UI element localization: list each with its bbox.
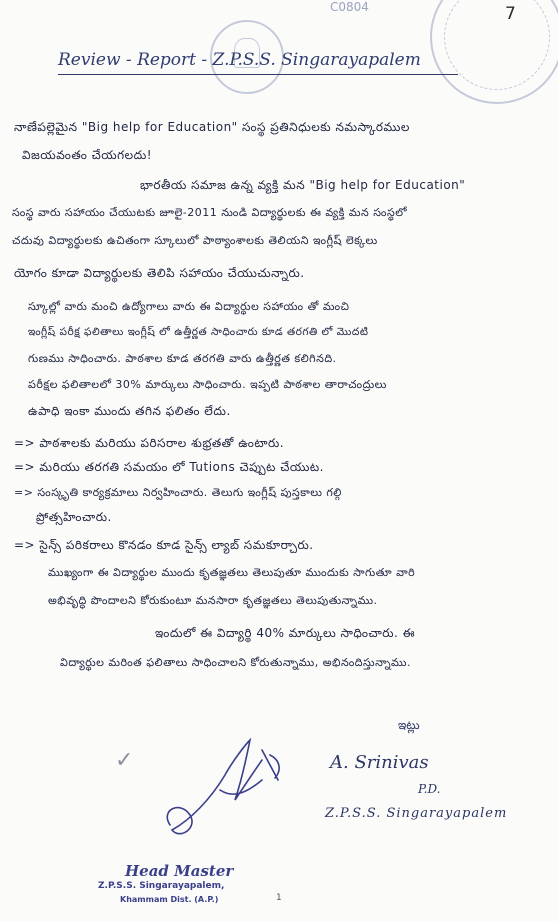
body-line: సంస్థ వారు సహాయం చేయుటకు జూలై-2011 నుండి విద్యార్థులకు ఈ వ్యక్తి మన సంస్థలో xyxy=(12,206,408,219)
body-line: ముఖ్యంగా ఈ విద్యార్థుల ముందు కృతజ్ఞతలు తెలుపుతూ ముందుకు సాగుతూ వారి xyxy=(48,566,416,579)
body-line: చదువు విద్యార్థులకు ఉచితంగా స్కూలులో పాఠ్యాంశాలకు తెలియని ఇంగ్లీష్ లెక్కలు xyxy=(12,234,378,247)
body-line: అభివృద్ధి పొందాలని కోరుకుంటూ మనసారా కృతజ్ఞతలు తెలుపుతున్నాము. xyxy=(48,594,378,607)
body-line: యోగం కూడా విద్యార్థులకు తెలిపి సహాయం చేయుచున్నారు. xyxy=(14,266,305,280)
body-line: => సైన్స్ పరికరాలు కొనడం కూడ సైన్స్ ల్యాబ్ సమకూర్చారు. xyxy=(14,538,314,552)
heading-underline xyxy=(58,74,458,75)
signoff-word: ఇట్లు xyxy=(398,718,420,732)
body-line: ఇందులో ఈ విద్యార్థి 40% మార్కులు సాధించారు. ఈ xyxy=(155,626,416,640)
body-line: గుణము సాధించారు. పాఠశాల కూడ తరగతి వారు ఉత్తీర్ణత కలిగినది. xyxy=(28,352,337,365)
headmaster-stamp-school: Z.P.S.S. Singarayapalem, xyxy=(98,881,225,891)
headmaster-stamp-district: Khammam Dist. (A.P.) xyxy=(120,895,219,904)
signatory-title: P.D. xyxy=(418,782,441,796)
body-line: => మరియు తరగతి సమయం లో Tutions చెప్పుట చేయుట. xyxy=(14,460,324,474)
page-number: 7 xyxy=(505,4,516,24)
body-line: => సంస్కృతి కార్యక్రమాలు నిర్వహించారు. తెలుగు ఇంగ్లీష్ పుస్తకాలు గల్గి xyxy=(14,486,342,499)
body-line: ఇంగ్లీష్ పరీక్ష ఫలితాలు ఇంగ్లీష్ లో ఉత్తీర్ణత సాధించారు కూడ తరగతి లో మొదటి xyxy=(28,326,369,338)
body-line: => పాఠశాలకు మరియు పరిసరాల శుభ్రతతో ఉంటారు. xyxy=(14,436,285,450)
body-line: భారతీయ సమాజ ఉన్న వ్యక్తి మన "Big help for Education" xyxy=(140,178,466,192)
body-line: ఉపాధి ఇంకా ముందు తగిన ఫలితం లేదు. xyxy=(28,404,231,418)
report-heading: Review - Report - Z.P.S.S. Singarayapalem xyxy=(58,50,421,70)
circular-stamp xyxy=(430,0,558,104)
body-line: విద్యార్థుల మరింత ఫలితాలు సాధించాలని కోరుతున్నాము, అభినందిస్తున్నాము. xyxy=(60,656,411,669)
tick-mark: ✓ xyxy=(115,748,134,773)
footer-mark: 1 xyxy=(276,893,282,903)
body-line: స్కూల్లో వారు మంచి ఉద్యోగాలు వారు ఈ విద్యార్థుల సహాయం తో మంచి xyxy=(28,300,350,313)
headmaster-stamp-title: Head Master xyxy=(125,862,234,880)
signatory-school: Z.P.S.S. Singarayapalem xyxy=(325,806,508,821)
document-code: C0804 xyxy=(330,0,369,14)
body-line: నాణేపల్లెమైన "Big help for Education" సంస్థ ప్రతినిధులకు నమస్కారముల xyxy=(14,120,410,134)
headmaster-signature xyxy=(150,730,290,850)
body-line: పరీక్షల ఫలితాలలో 30% మార్కులు సాధించారు. ఇప్పటి పాఠశాల తారాచంద్రులు xyxy=(28,378,387,391)
body-line: ప్రోత్సహించారు. xyxy=(36,510,112,524)
body-line: విజయవంతం చేయగలదు! xyxy=(22,148,153,162)
signatory-name: A. Srinivas xyxy=(330,752,429,773)
